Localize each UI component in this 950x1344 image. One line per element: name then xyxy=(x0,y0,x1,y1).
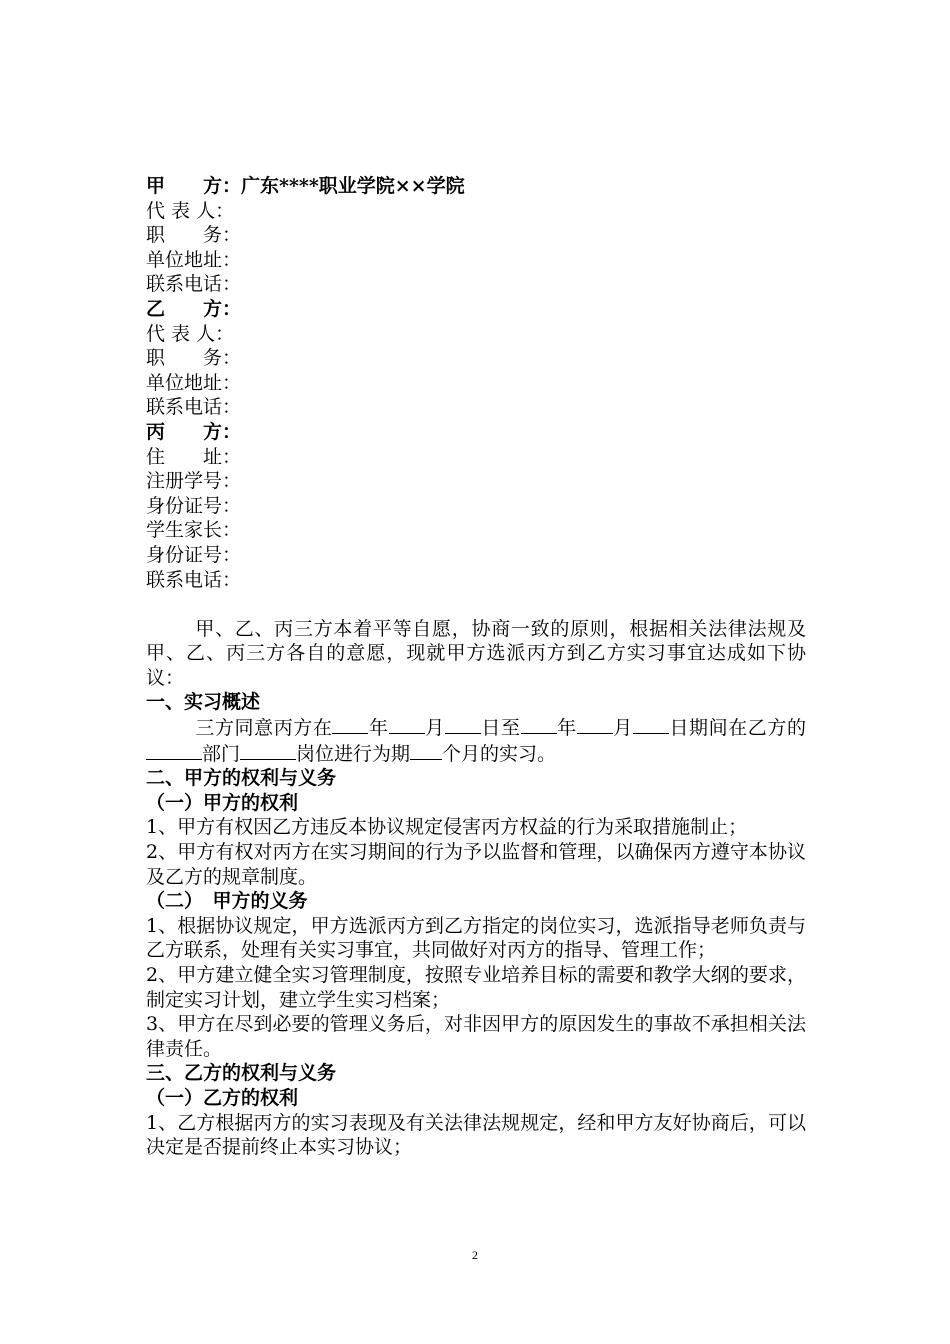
party-c-field: 身份证号： xyxy=(146,543,242,566)
section-2-heading: 二、甲方的权利与义务 xyxy=(146,767,337,790)
section-2-sub2-item: 3、甲方在尽到必要的管理义务后，对非因甲方的原因发生的事故不承担相关法律责任。 xyxy=(146,1013,806,1060)
text-run: 三方同意丙方在 xyxy=(195,717,333,740)
department-blank[interactable] xyxy=(146,741,202,760)
day-blank[interactable] xyxy=(633,715,669,734)
page-number: 2 xyxy=(472,1248,478,1262)
party-a-field: 单位地址： xyxy=(146,248,242,271)
party-a-line xyxy=(146,174,806,199)
section-2-sub2-item: 1、根据协议规定，甲方选派丙方到乙方指定的岗位实习，选派指导老师负责与乙方联系，处理有关实习事宜，共同做好对丙方的指导、管理工作； xyxy=(146,914,806,962)
text-run: 部门 xyxy=(202,742,241,765)
day-blank[interactable] xyxy=(445,715,481,734)
year-blank[interactable] xyxy=(332,715,368,734)
agreement-body xyxy=(146,174,806,1160)
months-blank[interactable] xyxy=(410,741,442,760)
text-run: 日期间在乙方的 xyxy=(668,717,806,740)
section-3-sub1-heading: （一）乙方的权利 xyxy=(146,1086,299,1109)
text-run: 日至 xyxy=(480,717,521,740)
section-2-sub2-item: 2、甲方建立健全实习管理制度，按照专业培养目标的需要和教学大纲的要求，制定实习计划，建立学生实习档案； xyxy=(146,964,806,1011)
text-run: 年 xyxy=(368,717,389,740)
section-1-heading: 一、实习概述 xyxy=(146,691,261,714)
text-run: 月 xyxy=(424,717,445,740)
party-b-field: 职 务： xyxy=(146,347,242,370)
text-run: 岗位进行为期 xyxy=(296,742,411,765)
party-b-field: 单位地址： xyxy=(146,371,242,394)
text-run: 月 xyxy=(612,717,633,740)
party-a-field: 代 表 人： xyxy=(146,199,235,222)
position-blank[interactable] xyxy=(240,741,296,760)
party-c-label: 丙 方： xyxy=(146,420,242,443)
party-c-field: 联系电话： xyxy=(146,568,242,591)
party-b-label: 乙 方： xyxy=(146,297,242,320)
intro-paragraph: 甲、乙、丙三方本着平等自愿，协商一致的原则，根据相关法律法规及甲、乙、丙三方各自的意愿，现就甲方选派丙方到乙方实习事宜达成如下协议： xyxy=(146,617,806,689)
text-run: 个月的实习。 xyxy=(442,742,557,765)
party-a-label: 甲 方： xyxy=(146,175,242,197)
section-1-paragraph xyxy=(146,715,806,766)
section-2-sub2-heading: （二） 甲方的义务 xyxy=(146,890,308,913)
text-run: 年 xyxy=(556,717,577,740)
party-c-field: 注册学号： xyxy=(146,470,242,493)
year-blank[interactable] xyxy=(521,715,557,734)
party-a-field: 联系电话： xyxy=(146,273,242,296)
party-b-field: 代 表 人： xyxy=(146,322,235,345)
section-2-sub1-item: 1、甲方有权因乙方违反本协议规定侵害丙方权益的行为采取措施制止； xyxy=(146,816,748,839)
section-2-sub1-item: 2、甲方有权对丙方在实习期间的行为予以监督和管理，以确保丙方遵守本协议及乙方的规章制度。 xyxy=(146,841,806,888)
section-3-heading: 三、乙方的权利与义务 xyxy=(146,1062,337,1085)
party-b-field: 联系电话： xyxy=(146,396,242,419)
party-a-name: 广东****职业学院××学院 xyxy=(241,175,465,197)
section-3-sub1-item: 1、乙方根据丙方的实习表现及有关法律法规规定，经和甲方友好协商后，可以决定是否提前终止本实习协议； xyxy=(146,1111,806,1159)
party-c-field: 住 址： xyxy=(146,445,242,468)
month-blank[interactable] xyxy=(389,715,425,734)
month-blank[interactable] xyxy=(577,715,613,734)
party-a-field: 职 务： xyxy=(146,224,242,247)
party-c-field: 身份证号： xyxy=(146,494,242,517)
party-c-field: 学生家长： xyxy=(146,519,242,542)
blank-line xyxy=(146,592,806,617)
section-2-sub1-heading: （一）甲方的权利 xyxy=(146,791,299,814)
